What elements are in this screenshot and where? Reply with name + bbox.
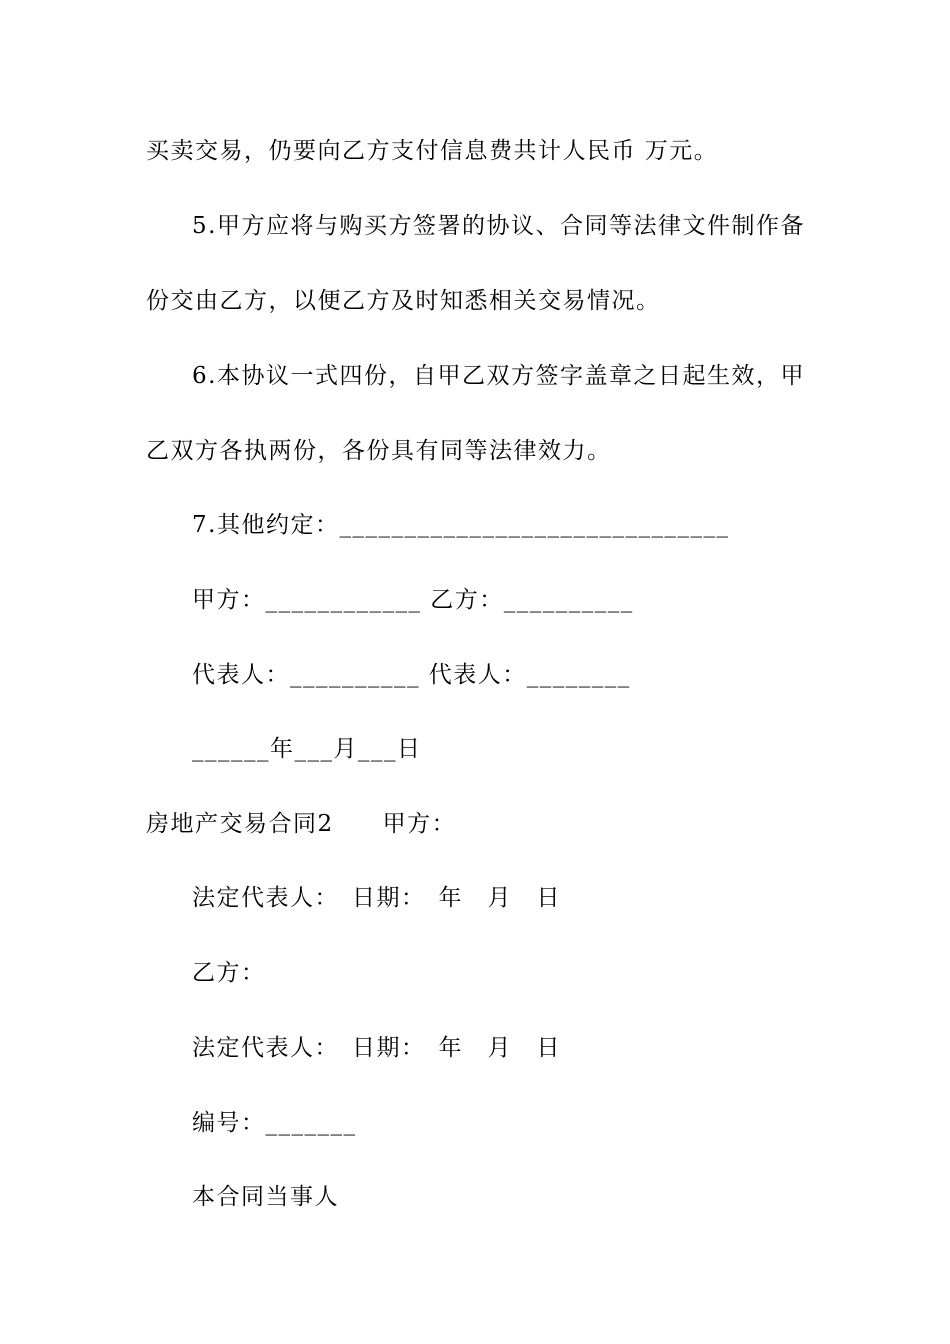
legal-rep-date-line-b: 法定代表人： 日期： 年 月 日	[192, 1035, 561, 1061]
date-line: ______年___月___日	[192, 736, 422, 762]
contract-2-title-line: 房地产交易合同2 甲方：	[146, 811, 457, 837]
clause-7-line: 7.其他约定：______________________________	[192, 512, 730, 538]
clause-6-line-1: 6.本协议一式四份，自甲乙双方签字盖章之日起生效，甲	[192, 363, 805, 389]
legal-rep-date-line-a: 法定代表人： 日期： 年 月 日	[192, 885, 561, 911]
clause-5-line-2: 份交由乙方，以便乙方及时知悉相关交易情况。	[146, 288, 661, 314]
party-signature-line: 甲方：____________ 乙方：__________	[192, 587, 634, 613]
party-b-line: 乙方：	[192, 960, 266, 986]
clause-6-line-2: 乙双方各执两份，各份具有同等法律效力。	[146, 438, 612, 464]
paragraph-line: 买卖交易，仍要向乙方支付信息费共计人民币 万元。	[146, 138, 719, 164]
serial-number-line: 编号：_______	[192, 1110, 357, 1136]
parties-heading-line: 本合同当事人	[192, 1184, 339, 1210]
clause-5-line-1: 5.甲方应将与购买方签署的协议、合同等法律文件制作备	[192, 213, 805, 239]
representative-signature-line: 代表人：__________ 代表人：________	[192, 662, 631, 688]
